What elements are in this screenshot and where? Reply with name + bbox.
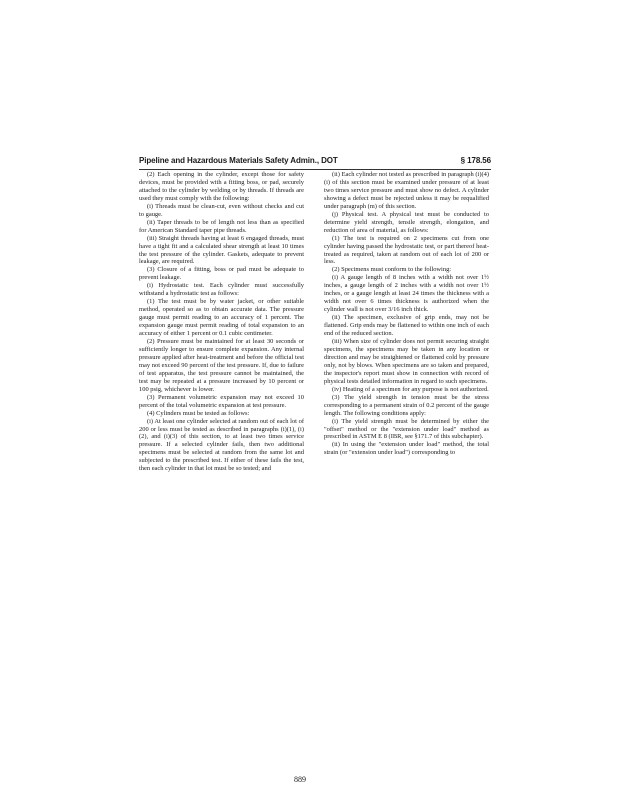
paragraph: (i) Hydrostatic test. Each cylinder must successfully withstand a hydrostatic test as follows: — [139, 282, 304, 298]
paragraph: (3) Permanent volumetric expansion may not exceed 10 percent of the total volumetric expansion at test pressure. — [139, 393, 304, 409]
right-column — [324, 171, 489, 457]
paragraph: (2) Pressure must be maintained for at least 30 seconds or sufficiently longer to ensure complete expansion. Any internal pressure applied after heat-treatment and before the official test may not exceed 90 percent of the test pressure. If, due to failure of test apparatus, the test pressure cannot be maintained, the test may be repeated at a pressure increased by 10 percent or 100 psig, whichever is lower. — [139, 338, 304, 393]
paragraph: (2) Specimens must conform to the following: — [332, 266, 452, 274]
running-header — [139, 155, 491, 170]
page-number: 889 — [294, 775, 306, 784]
paragraph: (i) A gauge length of 8 inches with a width not over 1½ inches, a gauge length of 2 inches with a width not over 1½ inches, or a gauge length at least 24 times the thickness with a width not over 6 times thickness is authorized when the cylinder wall is not over 3/16 inch thick. — [324, 274, 489, 314]
paragraph: (i) Threads must be clean-cut, even without checks and cut to gauge. — [139, 202, 304, 218]
paragraph: (3) Closure of a fitting, boss or pad must be adequate to prevent leakage. — [139, 266, 304, 282]
paragraph: (ii) In using the "extension under load" method, the total strain (or "extension under load") corresponding to — [324, 441, 489, 457]
paragraph: (i) The yield strength must be determined by either the "offset" method or the "extension under load" method as prescribed in ASTM E 8 (IBR, see §171.7 of this subchapter). — [324, 417, 489, 441]
header-title: Pipeline and Hazardous Materials Safety Admin., DOT — [139, 156, 338, 165]
paragraph: (j) Physical test. A physical test must be conducted to determine yield strength, tensile strength, elongation, and reduction of area of material, as follows: — [324, 210, 489, 234]
paragraph: (iii) When size of cylinder does not permit securing straight specimens, the specimens may be taken in any location or direction and may be straightened or flattened cold by pressure only, not by blows. When specimens are so taken and prepared, the inspector's report must show in connection with record of physical tests detailed information in regard to such specimens. — [324, 338, 489, 385]
paragraph: (3) The yield strength in tension must be the stress corresponding to a permanent strain of 0.2 percent of the gauge length. The following conditions apply: — [324, 393, 489, 417]
left-column — [139, 171, 304, 473]
paragraph: (i) At least one cylinder selected at random out of each lot of 200 or less must be tested as described in paragraphs (i)(1), (i)(2), and (i)(3) of this section, to at least two times service pressure. If a selected cylinder fails, then two additional specimens must be selected at random from the same lot and subjected to the prescribed test. If either of these fails the test, then each cylinder in that lot must be so tested; and — [139, 417, 304, 473]
paragraph: (1) The test is required on 2 specimens cut from one cylinder having passed the hydrostatic test, or part thereof heat-treated as required, taken at random out of each lot of 200 or less. — [324, 234, 489, 266]
paragraph: (4) Cylinders must be tested as follows: — [147, 409, 250, 417]
paragraph: (ii) Taper threads to be of length not less than as specified for American Standard taper pipe threads. — [139, 218, 304, 234]
paragraph: (iv) Heating of a specimen for any purpose is not authorized. — [332, 385, 489, 393]
section-number: § 178.56 — [460, 156, 491, 165]
paragraph: (ii) The specimen, exclusive of grip ends, may not be flattened. Grip ends may be flattened to within one inch of each end of the reduced section. — [324, 314, 489, 338]
paragraph: (1) The test must be by water jacket, or other suitable method, operated so as to obtain accurate data. The pressure gauge must permit reading to an accuracy of 1 percent. The expansion gauge must permit reading of total expansion to an accuracy of either 1 percent or 0.1 cubic centimeter. — [139, 298, 304, 338]
paragraph: (iii) Straight threads having at least 6 engaged threads, must have a tight fit and a calculated shear strength at least 10 times the test pressure of the cylinder. Gaskets, adequate to prevent leakage, are required. — [139, 234, 304, 266]
paragraph: (ii) Each cylinder not tested as prescribed in paragraph (i)(4)(i) of this section must be examined under pressure of at least two times service pressure and must show no defect. A cylinder showing a defect must be rejected unless it may be requalified under paragraph (m) of this section. — [324, 171, 489, 210]
paragraph: (2) Each opening in the cylinder, except those for safety devices, must be provided with a fitting boss, or pad, securely attached to the cylinder by welding or by threads. If threads are used they must comply with the following: — [139, 171, 304, 202]
